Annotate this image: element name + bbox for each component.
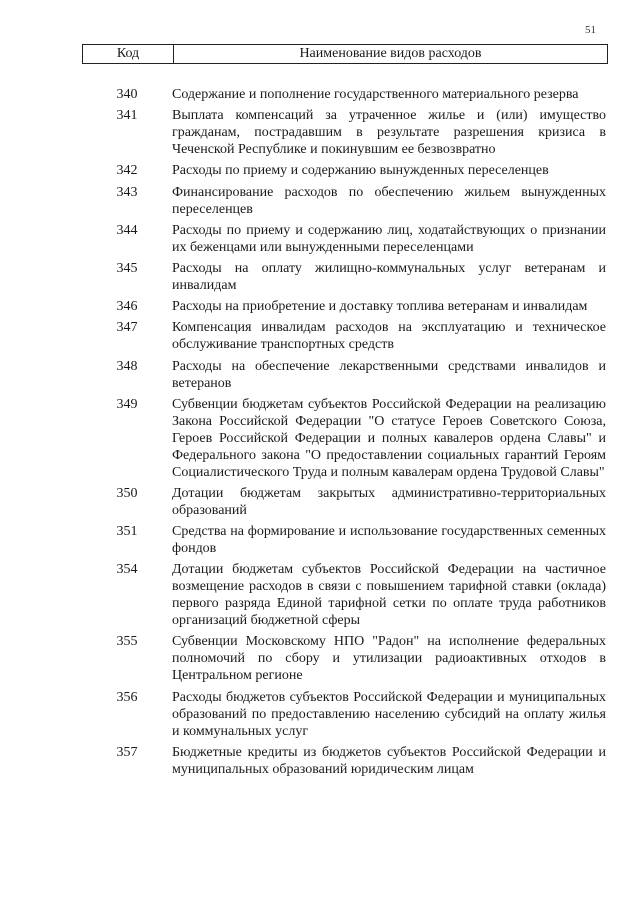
row-description: Компенсация инвалидам расходов на эксплуатацию и техническое обслуживание транспортных средств xyxy=(172,320,606,353)
table-row xyxy=(82,162,608,179)
row-code: 348 xyxy=(116,358,138,374)
table-header xyxy=(82,44,608,64)
row-description: Дотации бюджетам субъектов Российской Федерации на частичное возмещение расходов в связи с повышением тарифной ставки (оклада) первого разряда Единой тарифной сетки по оплате труда работников организаций бюджетной сферы xyxy=(172,562,606,629)
table-row xyxy=(82,86,608,103)
row-code: 355 xyxy=(116,634,138,650)
table-row xyxy=(82,319,608,353)
table-row xyxy=(82,358,608,392)
table-row xyxy=(82,744,608,778)
table-row xyxy=(82,107,608,158)
table-row xyxy=(82,184,608,218)
row-description: Бюджетные кредиты из бюджетов субъектов Российской Федерации и муниципальных образований юридическим лицам xyxy=(172,744,606,777)
expense-list xyxy=(82,86,608,782)
row-description: Расходы на обеспечение лекарственными средствами инвалидов и ветеранов xyxy=(172,358,606,391)
header-code: Код xyxy=(83,45,174,63)
row-code: 345 xyxy=(116,260,138,276)
row-code: 357 xyxy=(116,744,138,760)
row-code: 349 xyxy=(116,396,138,412)
row-code: 346 xyxy=(116,299,138,315)
row-code: 341 xyxy=(116,108,138,124)
row-description: Средства на формирование и использование государственных семенных фондов xyxy=(172,524,606,557)
row-code: 350 xyxy=(116,485,138,501)
table-row xyxy=(82,260,608,294)
row-description: Финансирование расходов по обеспечению жильем вынужденных переселенцев xyxy=(172,184,606,217)
table-row xyxy=(82,222,608,256)
row-code: 351 xyxy=(116,524,138,540)
table-row xyxy=(82,298,608,315)
row-code: 354 xyxy=(116,562,138,578)
row-code: 347 xyxy=(116,320,138,336)
row-code: 340 xyxy=(116,87,138,102)
row-description: Субвенции Московскому НПО "Радон" на исполнение федеральных полномочий по сбору и утилизации радиоактивных отходов в Центральном регионе xyxy=(172,634,606,684)
row-code: 342 xyxy=(116,163,138,179)
row-description: Выплата компенсаций за утраченное жилье и (или) имущество гражданам, пострадавшим в результате разрешения кризиса в Чеченской Республике и покинувшим ее безвозвратно xyxy=(172,108,606,158)
table-row xyxy=(82,561,608,629)
row-description: Расходы бюджетов субъектов Российской Федерации и муниципальных образований по предоставлению населению субсидий на оплату жилья и коммунальных услуг xyxy=(172,689,606,739)
row-code: 343 xyxy=(116,184,138,200)
row-description: Субвенции бюджетам субъектов Российской Федерации на реализацию Закона Российской Федерации "О статусе Героев Советского Союза, Героев Российской Федерации и полных кавалеров ордена Славы" и Федерального закона "О предоставлении социальных гарантий Героям Социалистического Труда и полным кавалерам ордена Трудовой Славы" xyxy=(172,396,606,480)
row-description: Расходы по приему и содержанию лиц, ходатайствующих о признании их беженцами или вынужденными переселенцами xyxy=(172,222,606,255)
row-code: 356 xyxy=(116,689,138,705)
table-row xyxy=(82,689,608,740)
table-row xyxy=(82,485,608,519)
table-row xyxy=(82,523,608,557)
row-description: Расходы на оплату жилищно-коммунальных услуг ветеранам и инвалидам xyxy=(172,260,606,293)
table-row xyxy=(82,633,608,684)
table-row xyxy=(82,396,608,481)
row-description: Содержание и пополнение государственного материального резерва xyxy=(172,87,579,102)
row-description: Расходы по приему и содержанию вынужденных переселенцев xyxy=(172,163,549,179)
row-code: 344 xyxy=(116,222,138,238)
row-description: Дотации бюджетам закрытых административно-территориальных образований xyxy=(172,485,606,518)
row-description: Расходы на приобретение и доставку топлива ветеранам и инвалидам xyxy=(172,299,588,315)
header-name: Наименование видов расходов xyxy=(299,46,482,61)
page-number: 51 xyxy=(585,24,596,36)
